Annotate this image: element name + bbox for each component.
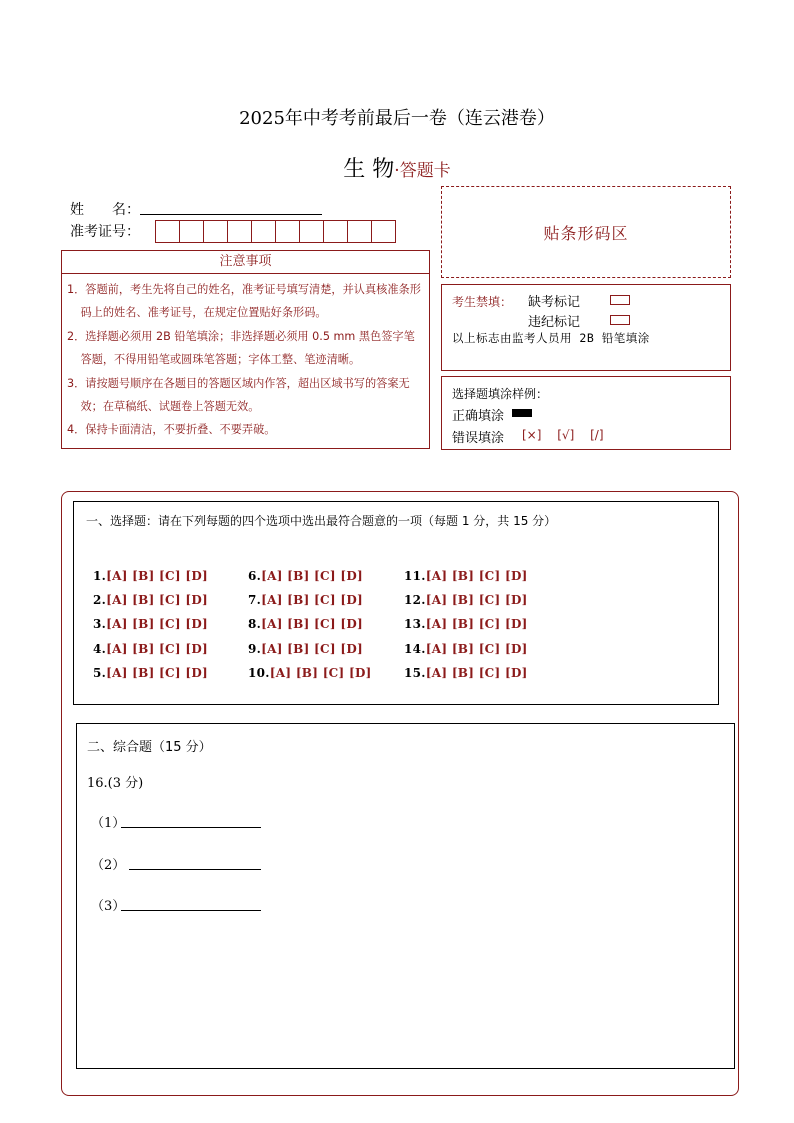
part-1-label: （1） <box>91 816 126 831</box>
sample-title: 选择题填涂样例： <box>452 387 549 401</box>
mc-question[interactable]: 8.[A] [B] [C] [D] <box>248 617 364 632</box>
exam-id-digit-box[interactable] <box>179 220 204 243</box>
exam-title: 2025年中考考前最后一卷（连云港卷） <box>239 108 555 129</box>
mc-question[interactable]: 12.[A] [B] [C] [D] <box>404 593 528 608</box>
mc-column <box>404 564 528 685</box>
exam-id-digit-box[interactable] <box>299 220 324 243</box>
wrong-mark-check: [√] <box>557 428 575 442</box>
notes-title: 注意事项 <box>61 250 430 274</box>
multiple-choice-section <box>73 501 719 705</box>
short-answer-title: 二、综合题（15 分） <box>87 740 212 755</box>
mc-question[interactable]: 11.[A] [B] [C] [D] <box>404 569 528 583</box>
mc-column <box>248 564 372 685</box>
note-item: 4．保持卡面清洁，不要折叠、不要弄破。 <box>67 423 276 437</box>
correct-fill-label: 正确填涂 <box>452 409 505 424</box>
wrong-mark-slash: [/] <box>590 428 604 442</box>
mc-question[interactable]: 10.[A] [B] [C] [D] <box>248 665 372 680</box>
note-item: 3．请按题号顺序在各题目的答题区域内作答，超出区域书写的答案无效；在草稿纸、试题卷上答题无效。 <box>67 376 410 414</box>
subject-title <box>0 152 794 183</box>
part-3-label: （3） <box>91 899 126 914</box>
mc-question[interactable]: 4.[A] [B] [C] [D] <box>93 641 209 656</box>
mc-question[interactable]: 1.[A] [B] [C] [D] <box>93 569 209 583</box>
mc-question[interactable]: 3.[A] [B] [C] [D] <box>93 617 209 632</box>
exam-id-digit-box[interactable] <box>371 220 396 243</box>
exam-id-digit-box[interactable] <box>323 220 348 243</box>
exam-id-digit-box[interactable] <box>251 220 276 243</box>
mc-question[interactable]: 15.[A] [B] [C] [D] <box>404 665 528 680</box>
mc-question[interactable]: 9.[A] [B] [C] [D] <box>248 641 364 656</box>
mc-question[interactable]: 7.[A] [B] [C] [D] <box>248 593 364 608</box>
absent-mark-box[interactable] <box>610 295 630 305</box>
exam-id-digit-box[interactable] <box>203 220 228 243</box>
mc-question[interactable]: 2.[A] [B] [C] [D] <box>93 593 209 608</box>
part-3-answer-line[interactable] <box>121 910 261 911</box>
note-item: 1．答题前，考生先将自己的姓名，准考证号填写清楚，并认真核准条形码上的姓名、准考证号，在规定位置贴好条形码。 <box>67 283 421 320</box>
absent-mark-label: 缺考标记 <box>528 295 581 310</box>
exam-id-label: 准考证号： <box>70 224 140 240</box>
name-label: 姓 名： <box>70 202 140 218</box>
exam-id-digit-box[interactable] <box>227 220 252 243</box>
short-answer-section <box>76 723 735 1069</box>
exam-id-digit-box[interactable] <box>275 220 300 243</box>
wrong-mark-cross: [×] <box>522 428 542 442</box>
part-2-label: （2） <box>91 858 126 873</box>
exam-id-digit-box[interactable] <box>347 220 372 243</box>
part-2-answer-line[interactable] <box>129 869 261 870</box>
notes-body <box>61 274 430 449</box>
question-16-label: 16.(3 分) <box>87 776 144 791</box>
discipline-mark-box[interactable] <box>610 315 630 325</box>
examinee-forbidden-box <box>441 284 731 371</box>
exam-id-digit-box[interactable] <box>155 220 180 243</box>
mc-question[interactable]: 14.[A] [B] [C] [D] <box>404 641 528 656</box>
barcode-area: 贴条形码区 <box>441 186 731 278</box>
mc-question[interactable]: 13.[A] [B] [C] [D] <box>404 617 528 632</box>
answer-card-label: ·答题卡 <box>394 161 451 181</box>
forbidden-note: 以上标志由监考人员用 2B 铅笔填涂 <box>452 331 650 345</box>
subject-name: 生 物 <box>343 157 395 182</box>
correct-fill-mark <box>512 409 532 417</box>
fill-sample-box <box>441 376 731 450</box>
exam-id-boxes <box>155 220 395 243</box>
multiple-choice-title: 一、选择题：请在下列每题的四个选项中选出最符合题意的一项（每题 1 分，共 15 分） <box>86 514 557 528</box>
mc-question[interactable]: 5.[A] [B] [C] [D] <box>93 665 209 680</box>
mc-question[interactable]: 6.[A] [B] [C] [D] <box>248 569 364 583</box>
note-item: 2．选择题必须用 2B 铅笔填涂；非选择题必须用 0.5 mm 黑色签字笔答题，不得用铅笔或圆珠笔答题；字体工整、笔迹清晰。 <box>67 329 415 367</box>
discipline-mark-label: 违纪标记 <box>528 315 581 330</box>
wrong-fill-label: 错误填涂 <box>452 431 505 446</box>
mc-column <box>93 564 208 685</box>
wrong-fill-marks <box>522 428 616 442</box>
name-field[interactable] <box>140 214 322 215</box>
forbidden-label: 考生禁填： <box>452 295 513 309</box>
part-1-answer-line[interactable] <box>121 827 261 828</box>
